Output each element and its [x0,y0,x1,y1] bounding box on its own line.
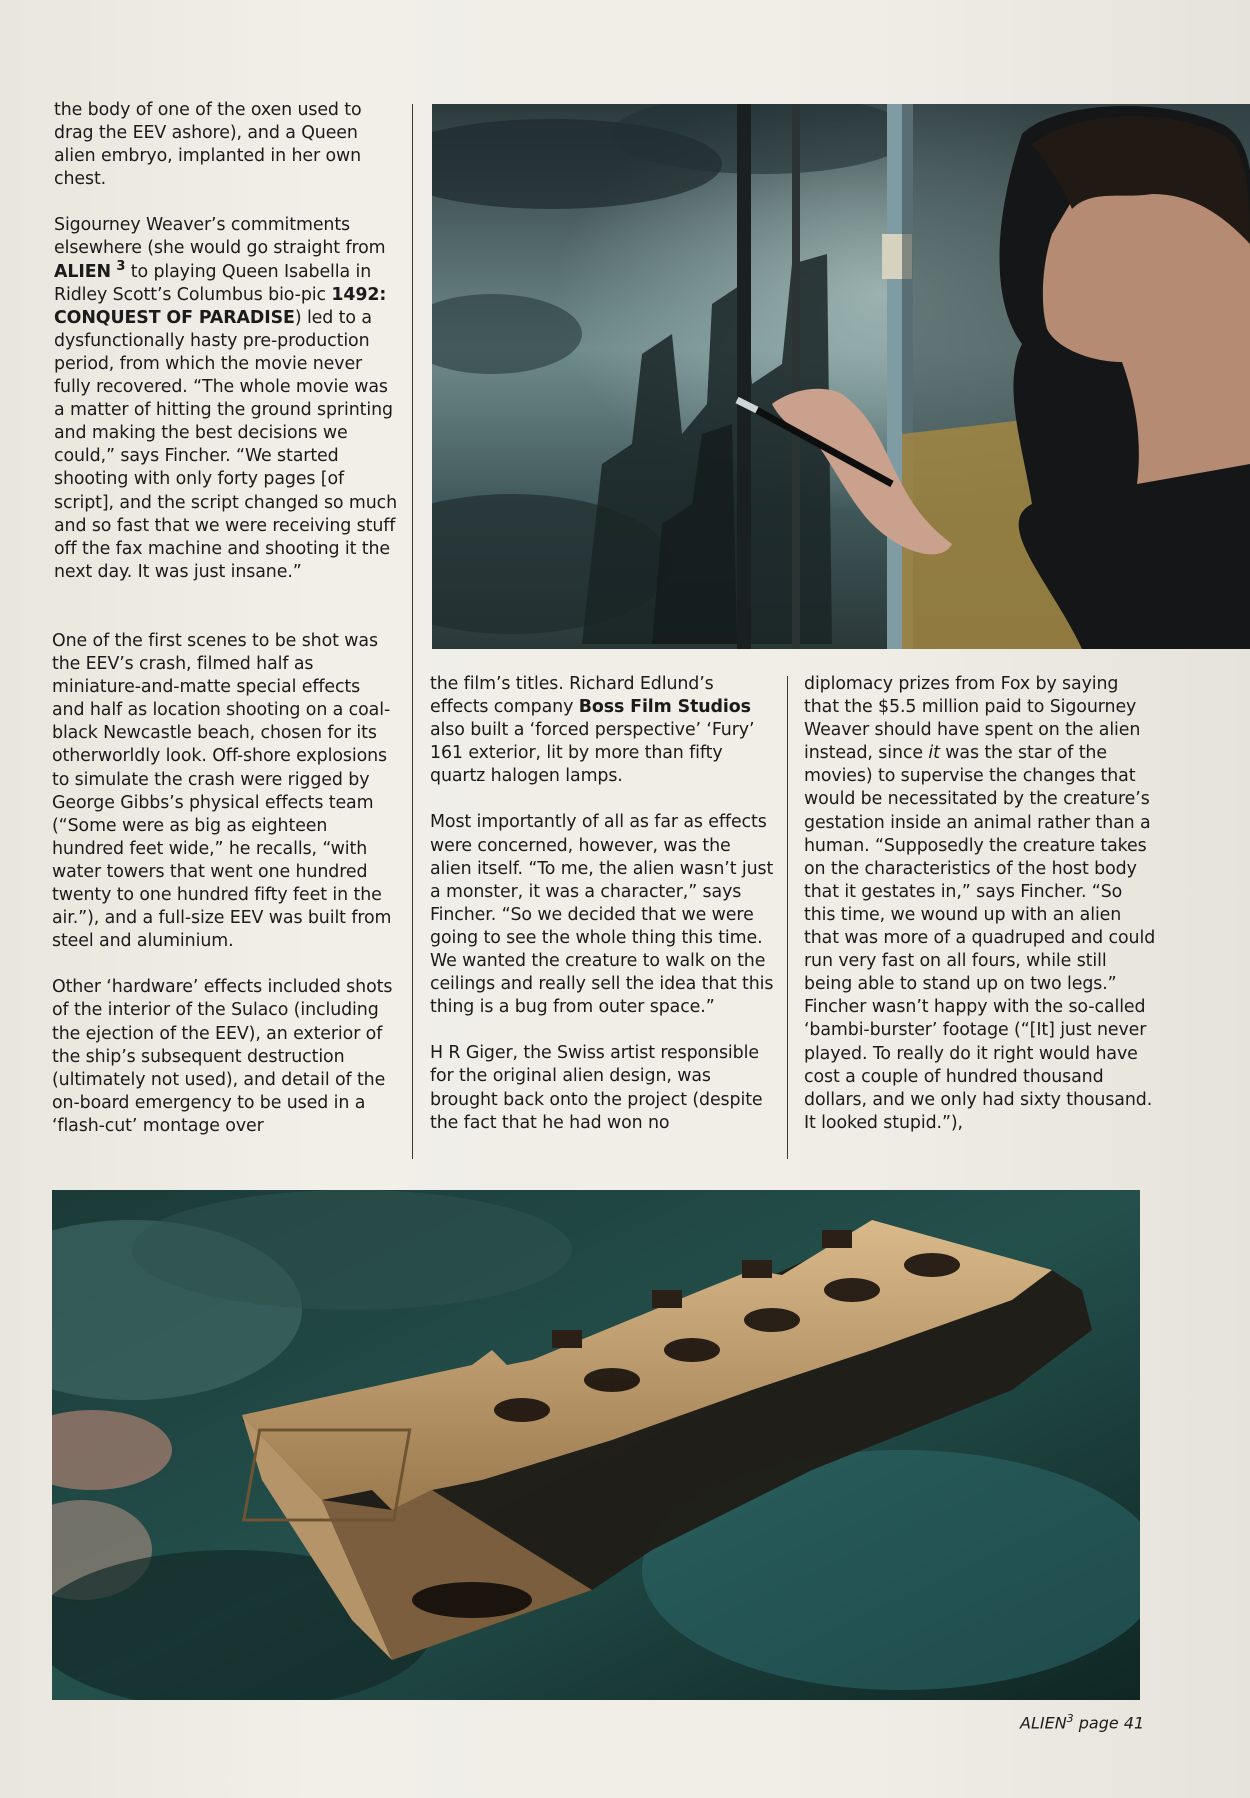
text-run: diplomacy prizes from Fox by saying that the $5.5 million paid to Sigourney Weaver should have spent on the alien instead, since [804,674,1141,764]
photo-matte-painter [432,104,1250,649]
column-rule [412,104,413,1159]
paragraph: the body of one of the oxen used to drag the EEV ashore), and a Queen alien embryo, implanted in her own chest. [54,100,362,190]
text-run: the film’s titles. Richard Edlund’s effects company [430,674,714,718]
text-run: Sigourney Weaver’s commitments elsewhere (she would go straight from [54,215,386,259]
column-3 [804,673,1156,1158]
column-rule [787,676,788,1159]
film-title-alien: ALIEN [54,261,111,282]
emphasis: it [928,743,940,764]
film-title-superscript: 3 [116,258,126,274]
column-2 [430,673,775,1158]
folio-title: ALIEN [1020,1713,1067,1733]
text-run: also built a ‘forced perspective’ ‘Fury’ 161 exterior, lit by more than fifty quartz halogen lamps. [430,720,755,787]
paragraph: One of the first scenes to be shot was the EEV’s crash, filmed half as miniature-and-matte special effects and half as location shooting on a coal-black Newcastle beach, chosen for its otherworldly look. Off-shore explosions to simulate the crash were rigged by George Gibbs’s physical effects team (“Some were as big as eighteen hundred feet wide,” he recalls, “with water towers that went one hundred twenty to one hundred fifty feet in the air.”), and a full-size EEV was built from steel and aluminium. [52,631,392,952]
paragraph: Most importantly of all as far as effects were concerned, however, was the alien itself. “To me, the alien wasn’t just a monster, it was a character,” says Fincher. “So we decided that we were going to see the whole thing this time. We wanted the creature to walk on the ceilings and really sell the idea that this thing is a bug from outer space.” [430,812,774,1018]
folio-superscript: 3 [1066,1712,1074,1725]
company-name: Boss Film Studios [578,697,751,718]
folio-page-number: page 41 [1073,1713,1145,1733]
film-title-1492: 1492: CONQUEST OF PARADISE [54,284,387,328]
page-folio [1020,1712,1144,1732]
column-1-bottom [52,630,397,1161]
text-run: ) led to a dysfunctionally hasty pre-production period, from which the movie never fully recovered. “The whole movie was a matter of hitting the ground sprinting and making the best decisions we could,” says Fincher. “We started shooting with only forty pages [of script], and the script changed so much and so fast that we were receiving stuff off the fax machine and shooting it the next day. It was just insane.” [54,307,398,582]
paragraph [804,673,1156,1135]
text-run: was the star of the movies) to supervise the changes that would be necessitated by the creature’s gestation inside an animal rather than a human. “Supposedly the creature takes on the characteristics of the host body that it gestates in,” says Fincher. “So this time, we wound up with an alien that was more of a quadruped and could run very fast on all fours, while still being able to stand up on two legs.” Fincher wasn’t happy with the so-called ‘bambi-burster’ footage (“[It] just never played. To really do it right would have cost a couple of hundred thousand dollars, and we only had sixty thousand. It looked stupid.”), [804,743,1156,1133]
text-run: to playing Queen Isabella in Ridley Scott’s Columbus bio-pic [54,261,372,305]
paragraph: Other ‘hardware’ effects included shots of the interior of the Sulaco (including the ejection of the EEV), an exterior of the ship’s subsequent destruction (ultimately not used), and detail of the on-board emergency to be used in a ‘flash-cut’ montage over [52,977,393,1136]
paragraph: H R Giger, the Swiss artist responsible for the original alien design, was brought back onto the project (despite the fact that he had won no [430,1043,763,1133]
paragraph [54,214,399,584]
paragraph [430,673,775,788]
column-1-top [54,99,399,607]
photo-spaceship-model [52,1190,1140,1700]
